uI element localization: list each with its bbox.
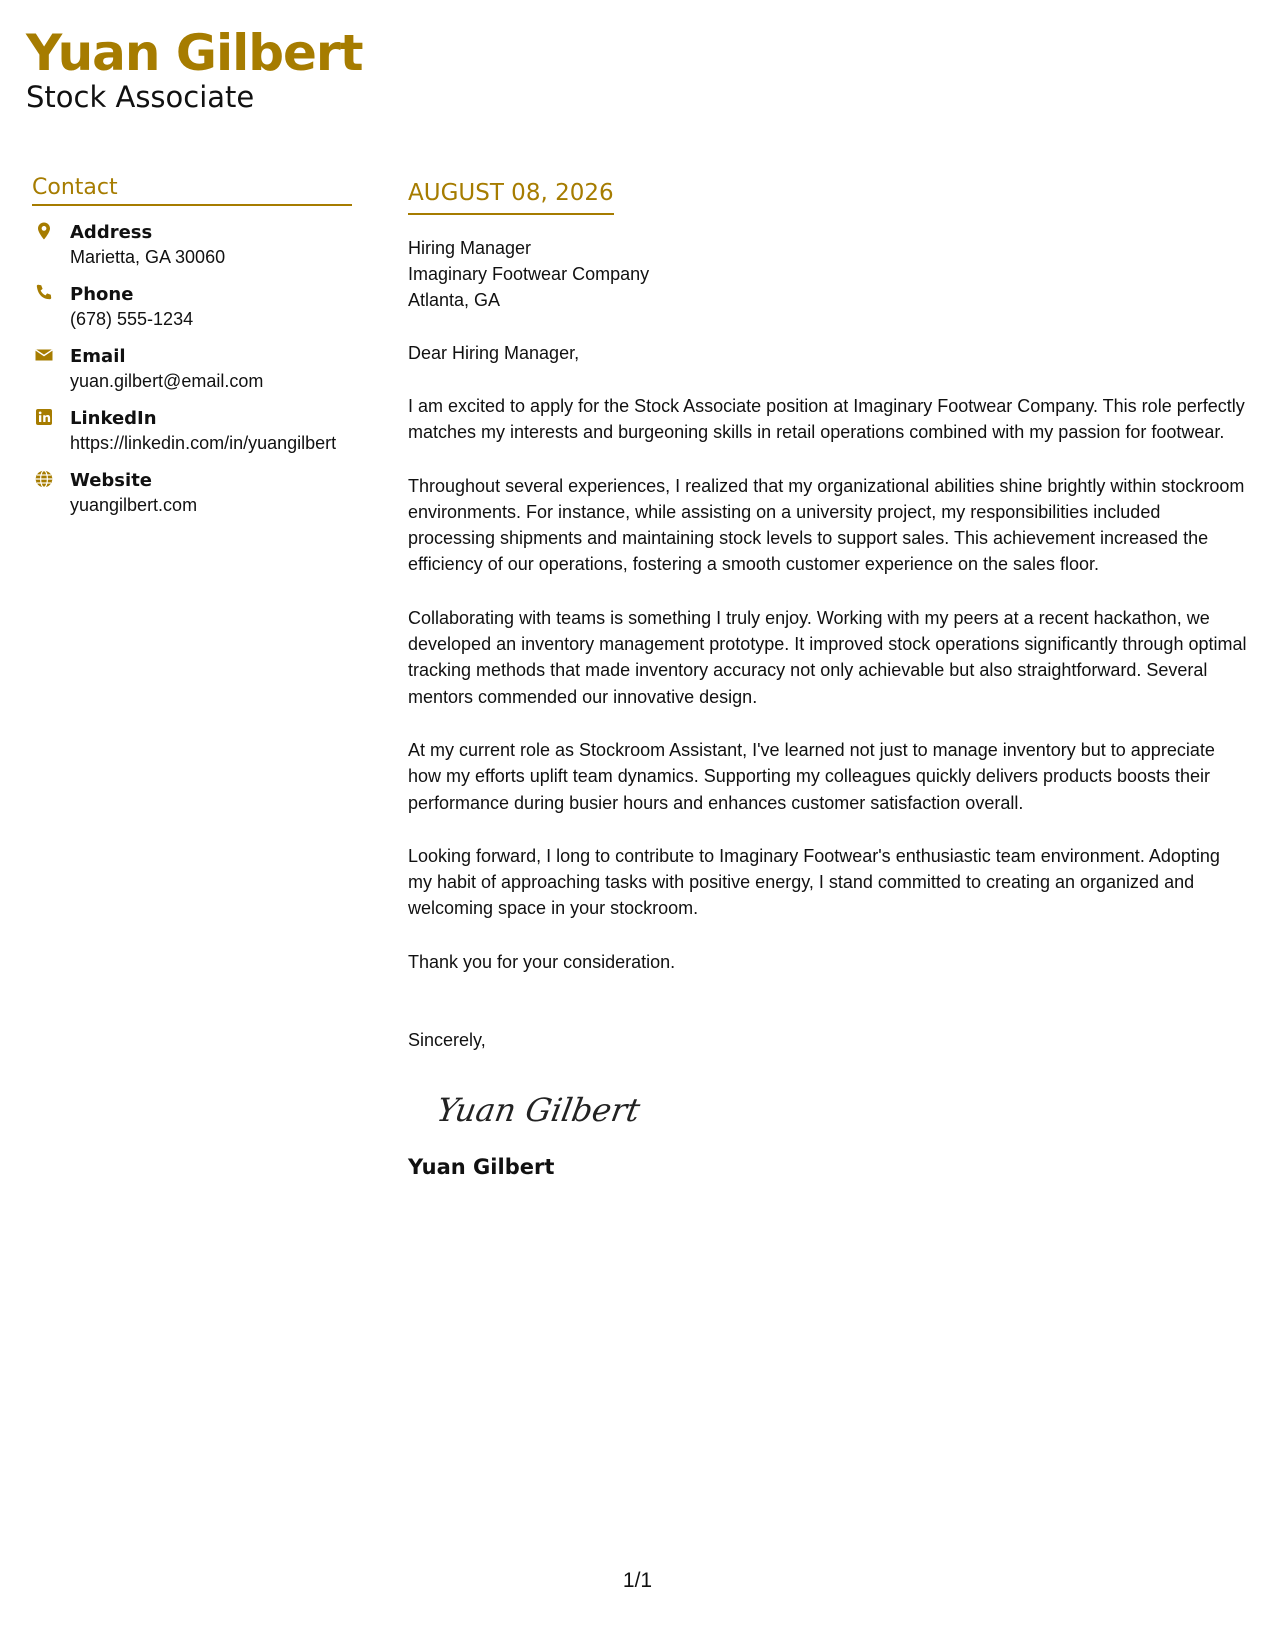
map-pin-icon (34, 221, 54, 241)
applicant-name: Yuan Gilbert (26, 24, 363, 82)
body-paragraph: At my current role as Stockroom Assistant, I've learned not just to manage inventory but to appreciate how my efforts uplift team dynamics. Supporting my colleagues quickly delivers products boosts their performance during busier hours and enhances customer satisfaction overall. (408, 739, 1215, 813)
contact-item-phone (32, 282, 352, 332)
envelope-icon (34, 345, 54, 365)
recipient-line: Imaginary Footwear Company (408, 264, 650, 284)
recipient-line: Atlanta, GA (408, 290, 501, 310)
signer-name: Yuan Gilbert (408, 1155, 555, 1180)
phone-icon (34, 283, 54, 303)
contact-value[interactable]: yuan.gilbert@email.com (70, 371, 264, 391)
contact-label: Phone (70, 284, 134, 305)
contact-label: Website (70, 470, 153, 491)
signature-text: Yuan Gilbert (433, 1091, 643, 1129)
linkedin-icon (34, 407, 54, 427)
applicant-title: Stock Associate (26, 80, 255, 114)
contact-item-address (32, 220, 352, 270)
body-paragraph: I am excited to apply for the Stock Associate position at Imaginary Footwear Company. This role perfectly matches my interests and burgeoning skills in retail operations combined with my passion for footwear. (408, 396, 1245, 443)
body-paragraph: Collaborating with teams is something I truly enjoy. Working with my peers at a recent hackathon, we developed an inventory management prototype. It improved stock operations significantly through optimal tracking methods that made inventory accuracy not only achievable but also straightforward. Several mentors commended our innovative design. (408, 607, 1247, 707)
globe-icon (34, 469, 54, 489)
recipient-line: Hiring Manager (408, 238, 532, 258)
body-paragraph: Thank you for your consideration. (408, 951, 676, 972)
letter-header (26, 22, 363, 114)
recipient-block (408, 235, 1248, 313)
page-number: 1/1 (622, 1569, 653, 1592)
contact-value: Marietta, GA 30060 (70, 247, 226, 267)
contact-sidebar (32, 174, 352, 530)
contact-value[interactable]: https://linkedin.com/in/yuangilbert (70, 433, 337, 453)
letter-date: AUGUST 08, 2026 (408, 178, 614, 215)
salutation: Dear Hiring Manager, (408, 343, 580, 363)
closing: Sincerely, (408, 1030, 486, 1051)
contact-item-website (32, 468, 352, 518)
handwritten-signature (432, 1083, 672, 1139)
contact-value: (678) 555-1234 (70, 309, 194, 329)
contact-heading: Contact (32, 174, 352, 206)
body-paragraph: Throughout several experiences, I realized that my organizational abilities shine brightly within stockroom environments. For instance, while assisting on a university project, my responsibilities included processing shipments and maintaining stock levels to support sales. This achievement increased the efficiency of our operations, fostering a smooth customer experience on the sales floor. (408, 475, 1245, 575)
body-paragraph: Looking forward, I long to contribute to Imaginary Footwear's enthusiastic team environment. Adopting my habit of approaching tasks with positive energy, I stand committed to creating an organized and welcoming space in your stockroom. (408, 845, 1220, 919)
contact-item-linkedin (32, 406, 352, 456)
letter-body (408, 178, 1248, 1181)
contact-label: Email (70, 346, 126, 367)
contact-value[interactable]: yuangilbert.com (70, 495, 198, 515)
contact-label: LinkedIn (70, 408, 157, 429)
contact-item-email (32, 344, 352, 394)
contact-label: Address (70, 222, 153, 243)
